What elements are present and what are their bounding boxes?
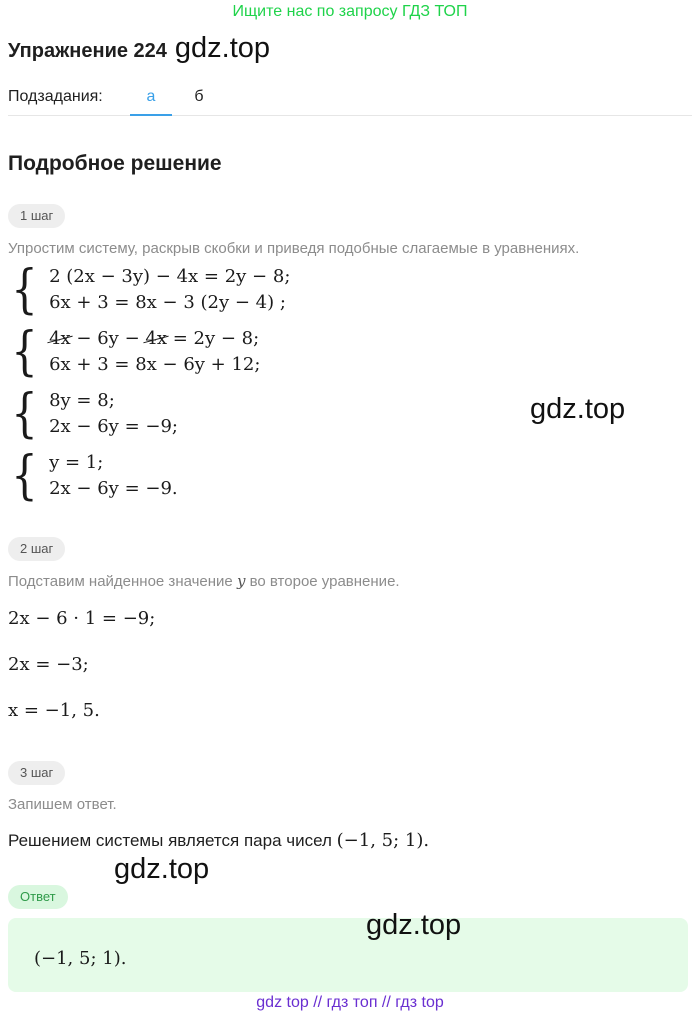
section-title: Подробное решение xyxy=(8,152,222,175)
footer-links[interactable]: gdz top // гдз топ // гдз top xyxy=(256,994,444,1011)
step-badge: 3 шаг xyxy=(8,761,65,785)
watermark: gdz.top xyxy=(530,393,626,425)
brace-icon: { xyxy=(11,384,38,444)
watermark: gdz.top xyxy=(174,32,271,64)
equation-line: x = −1, 5. xyxy=(8,700,100,721)
equation-line-with-strikes: 4x − 6y − 4x = 2y − 8; xyxy=(49,328,260,349)
equation-system xyxy=(8,384,178,444)
solution-pair: (−1, 5; 1). xyxy=(336,830,430,851)
equation-line: 8y = 8; xyxy=(49,390,115,411)
step-hint: Упростим систему, раскрыв скобки и приведя подобные слагаемые в уравнениях. xyxy=(8,240,580,257)
step-hint: Подставим найденное значение y во второе уравнение. xyxy=(8,572,400,590)
equation-line: y = 1; xyxy=(49,452,104,473)
promo-banner[interactable]: Ищите нас по запросу ГДЗ ТОП xyxy=(232,3,468,20)
equation-system xyxy=(8,322,261,382)
answer-box xyxy=(8,918,688,992)
answer-badge: Ответ xyxy=(8,885,68,909)
equation-line: 2x − 6 · 1 = −9; xyxy=(8,608,156,629)
tab-a[interactable]: а xyxy=(130,86,172,116)
crossed-term: 4x xyxy=(49,328,71,349)
watermark: gdz.top xyxy=(366,909,462,941)
equation-line: 6x + 3 = 8x − 6y + 12; xyxy=(49,354,261,375)
brace-icon: { xyxy=(11,322,38,382)
step-badge: 1 шаг xyxy=(8,204,65,228)
step-hint: Запишем ответ. xyxy=(8,796,117,813)
equation-system xyxy=(8,446,178,506)
equation-line: 2x = −3; xyxy=(8,654,89,675)
crossed-term: 4x xyxy=(145,328,167,349)
solution-sentence: Решением системы является пара чисел (−1, 5; 1). xyxy=(8,830,430,851)
brace-icon: { xyxy=(11,260,38,320)
equation-line: 2 (2x − 3y) − 4x = 2y − 8; xyxy=(49,266,291,287)
brace-icon: { xyxy=(11,446,38,506)
watermark: gdz.top xyxy=(114,853,210,885)
subtasks-bar xyxy=(8,86,692,116)
page-title: Упражнение 224 xyxy=(8,40,167,62)
answer-value: (−1, 5; 1). xyxy=(34,948,127,969)
variable: y xyxy=(236,572,246,590)
title-row xyxy=(8,32,270,65)
subtasks-label: Подзадания: xyxy=(8,88,103,105)
tab-b[interactable]: б xyxy=(194,88,204,105)
equation-line: 2x − 6y = −9. xyxy=(49,478,178,499)
equation-line: 2x − 6y = −9; xyxy=(49,416,178,437)
equation-line: 6x + 3 = 8x − 3 (2y − 4) ; xyxy=(49,292,286,313)
equation-system xyxy=(8,260,291,320)
step-badge: 2 шаг xyxy=(8,537,65,561)
